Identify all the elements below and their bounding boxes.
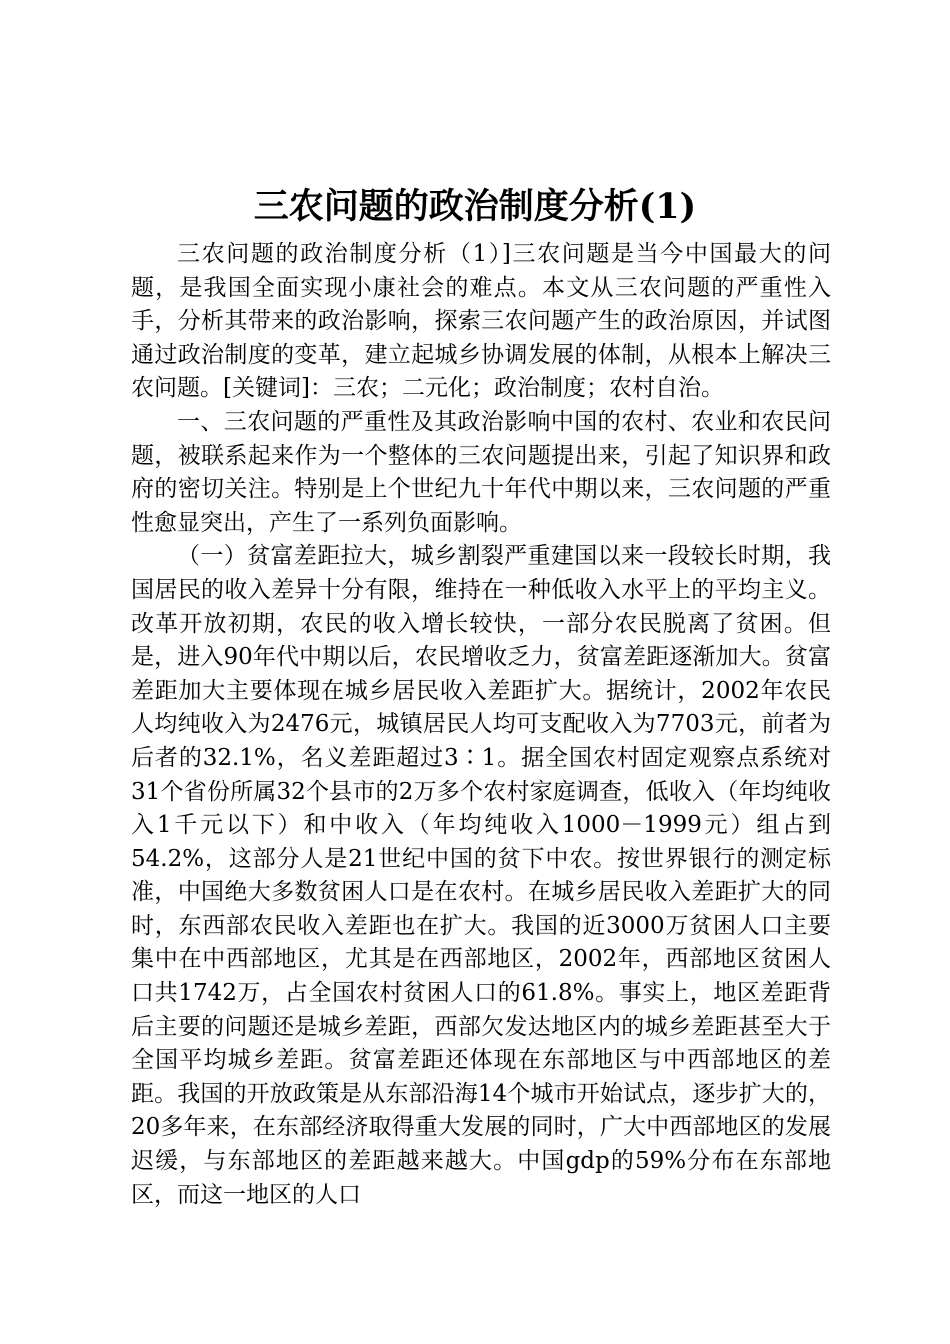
paragraph-subsection-one: （一）贫富差距拉大，城乡割裂严重建国以来一段较长时期，我国居民的收入差异十分有限，维持在一种低收入水平上的平均主义。改革开放初期，农民的收入增长较快，一部分农民脱离了贫困。但是，进入90年代中期以后，农民增收乏力，贫富差距逐渐加大。贫富差距加大主要体现在城乡居民收入差距扩大。据统计，2002年农民人均纯收入为2476元，城镇居民人均可支配收入为7703元，前者为后者的32.1%，名义差距超过3∶1。据全国农村固定观察点系统对31个省份所属32个县市的2万多个农村家庭调查，低收入（年均纯收入1千元以下）和中收入（年均纯收入1000－1999元）组占到54.2%，这部分人是21世纪中国的贫下中农。按世界银行的测定标准，中国绝大多数贫困人口是在农村。在城乡居民收入差距扩大的同时，东西部农民收入差距也在扩大。我国的近3000万贫困人口主要集中在中西部地区，尤其是在西部地区，2002年，西部地区贫困人口共1742万，占全国农村贫困人口的61.8%。事实上，地区差距背后主要的问题还是城乡差距，西部欠发达地区内的城乡差距甚至大于全国平均城乡差距。贫富差距还体现在东部地区与中西部地区的差距。我国的开放政策是从东部沿海14个城市开始试点，逐步扩大的，20多年来，在东部经济取得重大发展的同时，广大中西部地区的发展迟缓，与东部地区的差距越来越大。中国gdp的59%分布在东部地区，而这一地区的人口	[131, 543, 831, 1208]
document-body	[131, 238, 831, 1212]
document-title: 三农问题的政治制度分析(1)	[253, 186, 697, 227]
paragraph-section-one: 一、三农问题的严重性及其政治影响中国的农村、农业和农民问题，被联系起来作为一个整体的三农问题提出来，引起了知识界和政府的密切关注。特别是上个世纪九十年代中期以来，三农问题的严重性愈显突出，产生了一系列负面影响。	[131, 408, 831, 536]
paragraph-abstract: 三农问题的政治制度分析（1）]三农问题是当今中国最大的问题，是我国全面实现小康社会的难点。本文从三农问题的严重性入手，分析其带来的政治影响，探索三农问题产生的政治原因，并试图通过政治制度的变革，建立起城乡协调发展的体制，从根本上解决三农问题。[关键词]：三农；二元化；政治制度；农村自治。	[131, 241, 831, 402]
